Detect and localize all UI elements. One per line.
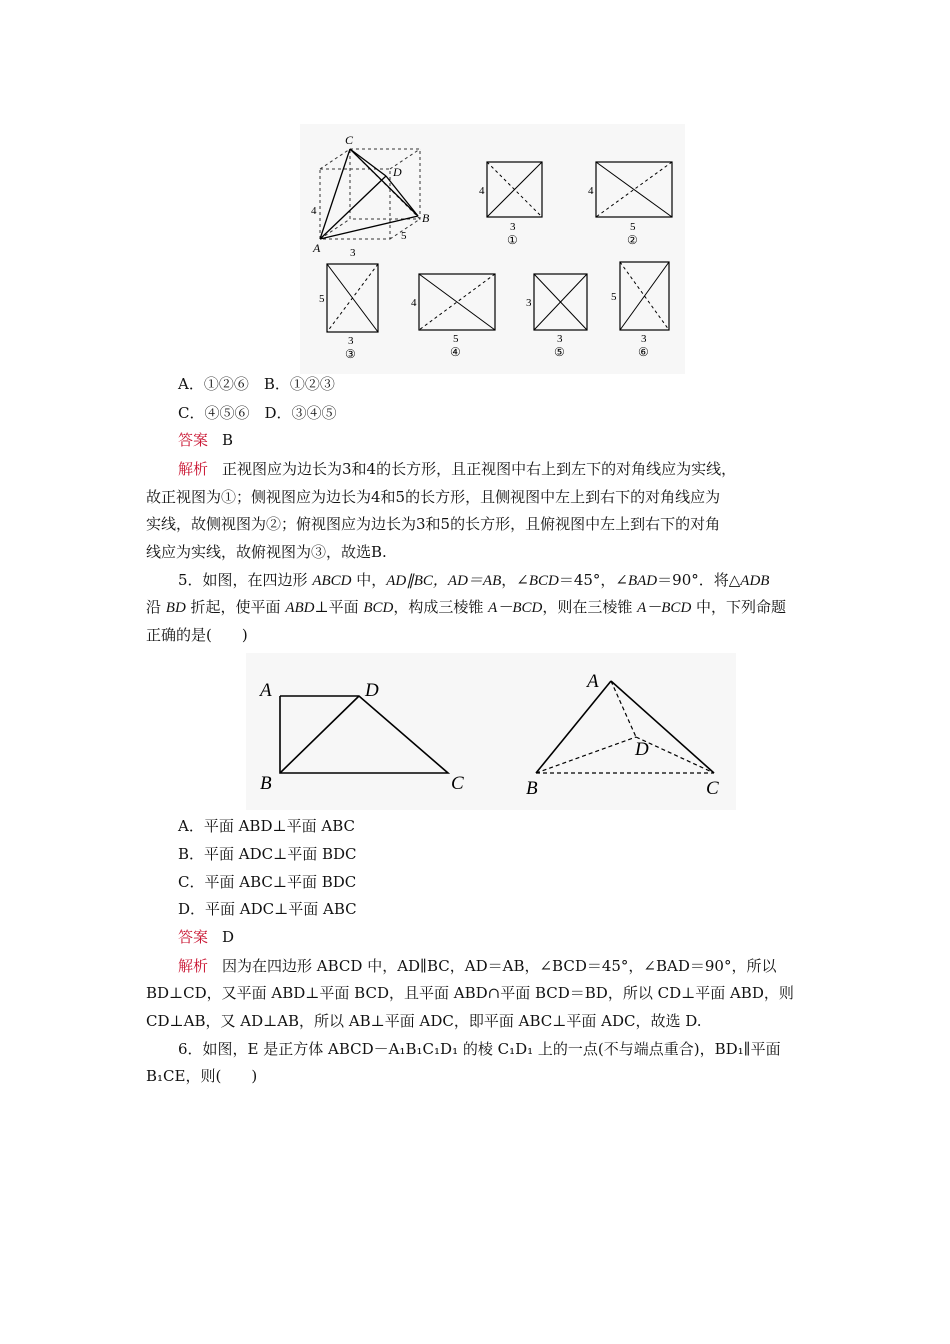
q6-stem-line-1: 6．如图，E 是正方体 ABCD－A₁B₁C₁D₁ 的棱 C₁D₁ 上的一点(不与端点重合)，BD₁∥平面 (178, 1040, 781, 1058)
left-label-a: A (260, 680, 272, 701)
svg-text:5: 5 (453, 333, 459, 345)
svg-text:3: 3 (510, 221, 516, 233)
svg-text:4: 4 (588, 185, 594, 197)
fold-figure (246, 653, 736, 810)
left-label-d: D (365, 680, 379, 701)
q5-explanation-line-3: CD⊥AB，又 AD⊥AB，所以 AB⊥平面 ADC，即平面 ABC⊥平面 ADC，故选 D. (146, 1012, 702, 1030)
q5-option-b: B．平面 ADC⊥平面 BDC (178, 845, 357, 863)
q5-stem-line-2: 沿 BD 折起，使平面 ABD⊥平面 BCD，构成三棱锥 A－BCD，则在三棱锥 A－BCD 中，下列命题 (146, 598, 787, 616)
left-label-b: B (260, 773, 272, 794)
q4-answer (178, 430, 858, 450)
vertex-label-a: A (313, 241, 321, 255)
q5-answer (178, 927, 858, 947)
q4-explanation-line-2: 故正视图为①；侧视图应为边长为4和5的长方形，且侧视图中左上到右下的对角线应为 (146, 488, 721, 506)
svg-text:②: ② (627, 233, 638, 247)
figure-background (246, 653, 736, 810)
q5-explanation-line-2: BD⊥CD，又平面 ABD⊥平面 BCD，且平面 ABD∩平面 BCD＝BD，所以 CD⊥平面 ABD，则 (146, 984, 794, 1002)
q5-option-d: D．平面 ADC⊥平面 ABC (178, 900, 357, 918)
three-views-figure (300, 124, 685, 374)
q5-explanation-line-1: 解析 因为在四边形 ABCD 中，AD∥BC，AD＝AB，∠BCD＝45°，∠BAD＝90°，所以 (178, 957, 777, 975)
left-label-c: C (451, 773, 464, 794)
q4-options-row-1: A．①②⑥ B．①②③ (178, 375, 335, 393)
svg-text:③: ③ (345, 347, 356, 361)
svg-text:4: 4 (411, 297, 417, 309)
answer-value: D (222, 928, 235, 946)
q4-explanation-line-4: 线应为实线，故俯视图为③，故选B. (146, 543, 387, 561)
svg-text:3: 3 (641, 333, 647, 345)
vertex-label-d: D (393, 165, 402, 179)
right-label-b: B (526, 778, 538, 799)
svg-text:①: ① (507, 233, 518, 247)
q6-stem-line-2: B₁CE，则( ) (146, 1067, 258, 1085)
svg-text:3: 3 (526, 297, 532, 309)
explanation-label: 解析 (178, 957, 209, 975)
right-label-d: D (635, 739, 649, 760)
q5-stem-line-3: 正确的是( ) (146, 626, 248, 644)
q5-option-a: A．平面 ABD⊥平面 ABC (178, 817, 355, 835)
q4-explanation-line-1: 解析 正视图应为边长为3和4的长方形，且正视图中右上到左下的对角线应为实线， (178, 460, 737, 478)
svg-text:5: 5 (630, 221, 636, 233)
height-label: 4 (311, 205, 317, 217)
vertex-label-c: C (345, 133, 354, 147)
width-label: 3 (350, 247, 356, 259)
svg-text:⑥: ⑥ (638, 345, 649, 359)
q4-explanation-line-3: 实线，故侧视图为②；俯视图应为边长为3和5的长方形，且俯视图中左上到右下的对角 (146, 515, 721, 533)
right-label-a: A (587, 671, 599, 692)
svg-text:⑤: ⑤ (554, 345, 565, 359)
vertex-label-b: B (422, 211, 430, 225)
answer-label: 答案 (178, 928, 209, 946)
explanation-label: 解析 (178, 460, 209, 478)
q4-options-row-2: C．④⑤⑥ D．③④⑤ (178, 404, 337, 422)
right-label-c: C (706, 778, 719, 799)
svg-text:4: 4 (479, 185, 485, 197)
answer-label: 答案 (178, 431, 209, 449)
svg-text:5: 5 (611, 291, 617, 303)
svg-text:3: 3 (348, 335, 354, 347)
q5-stem-line-1: 5．如图，在四边形 ABCD 中，AD∥BC，AD＝AB，∠BCD＝45°，∠BAD＝90°．将△ADB (178, 571, 770, 589)
answer-value: B (222, 431, 234, 449)
svg-text:3: 3 (557, 333, 563, 345)
svg-text:5: 5 (319, 293, 325, 305)
depth-label: 5 (401, 230, 407, 242)
svg-text:④: ④ (450, 345, 461, 359)
q5-option-c: C．平面 ABC⊥平面 BDC (178, 873, 357, 891)
